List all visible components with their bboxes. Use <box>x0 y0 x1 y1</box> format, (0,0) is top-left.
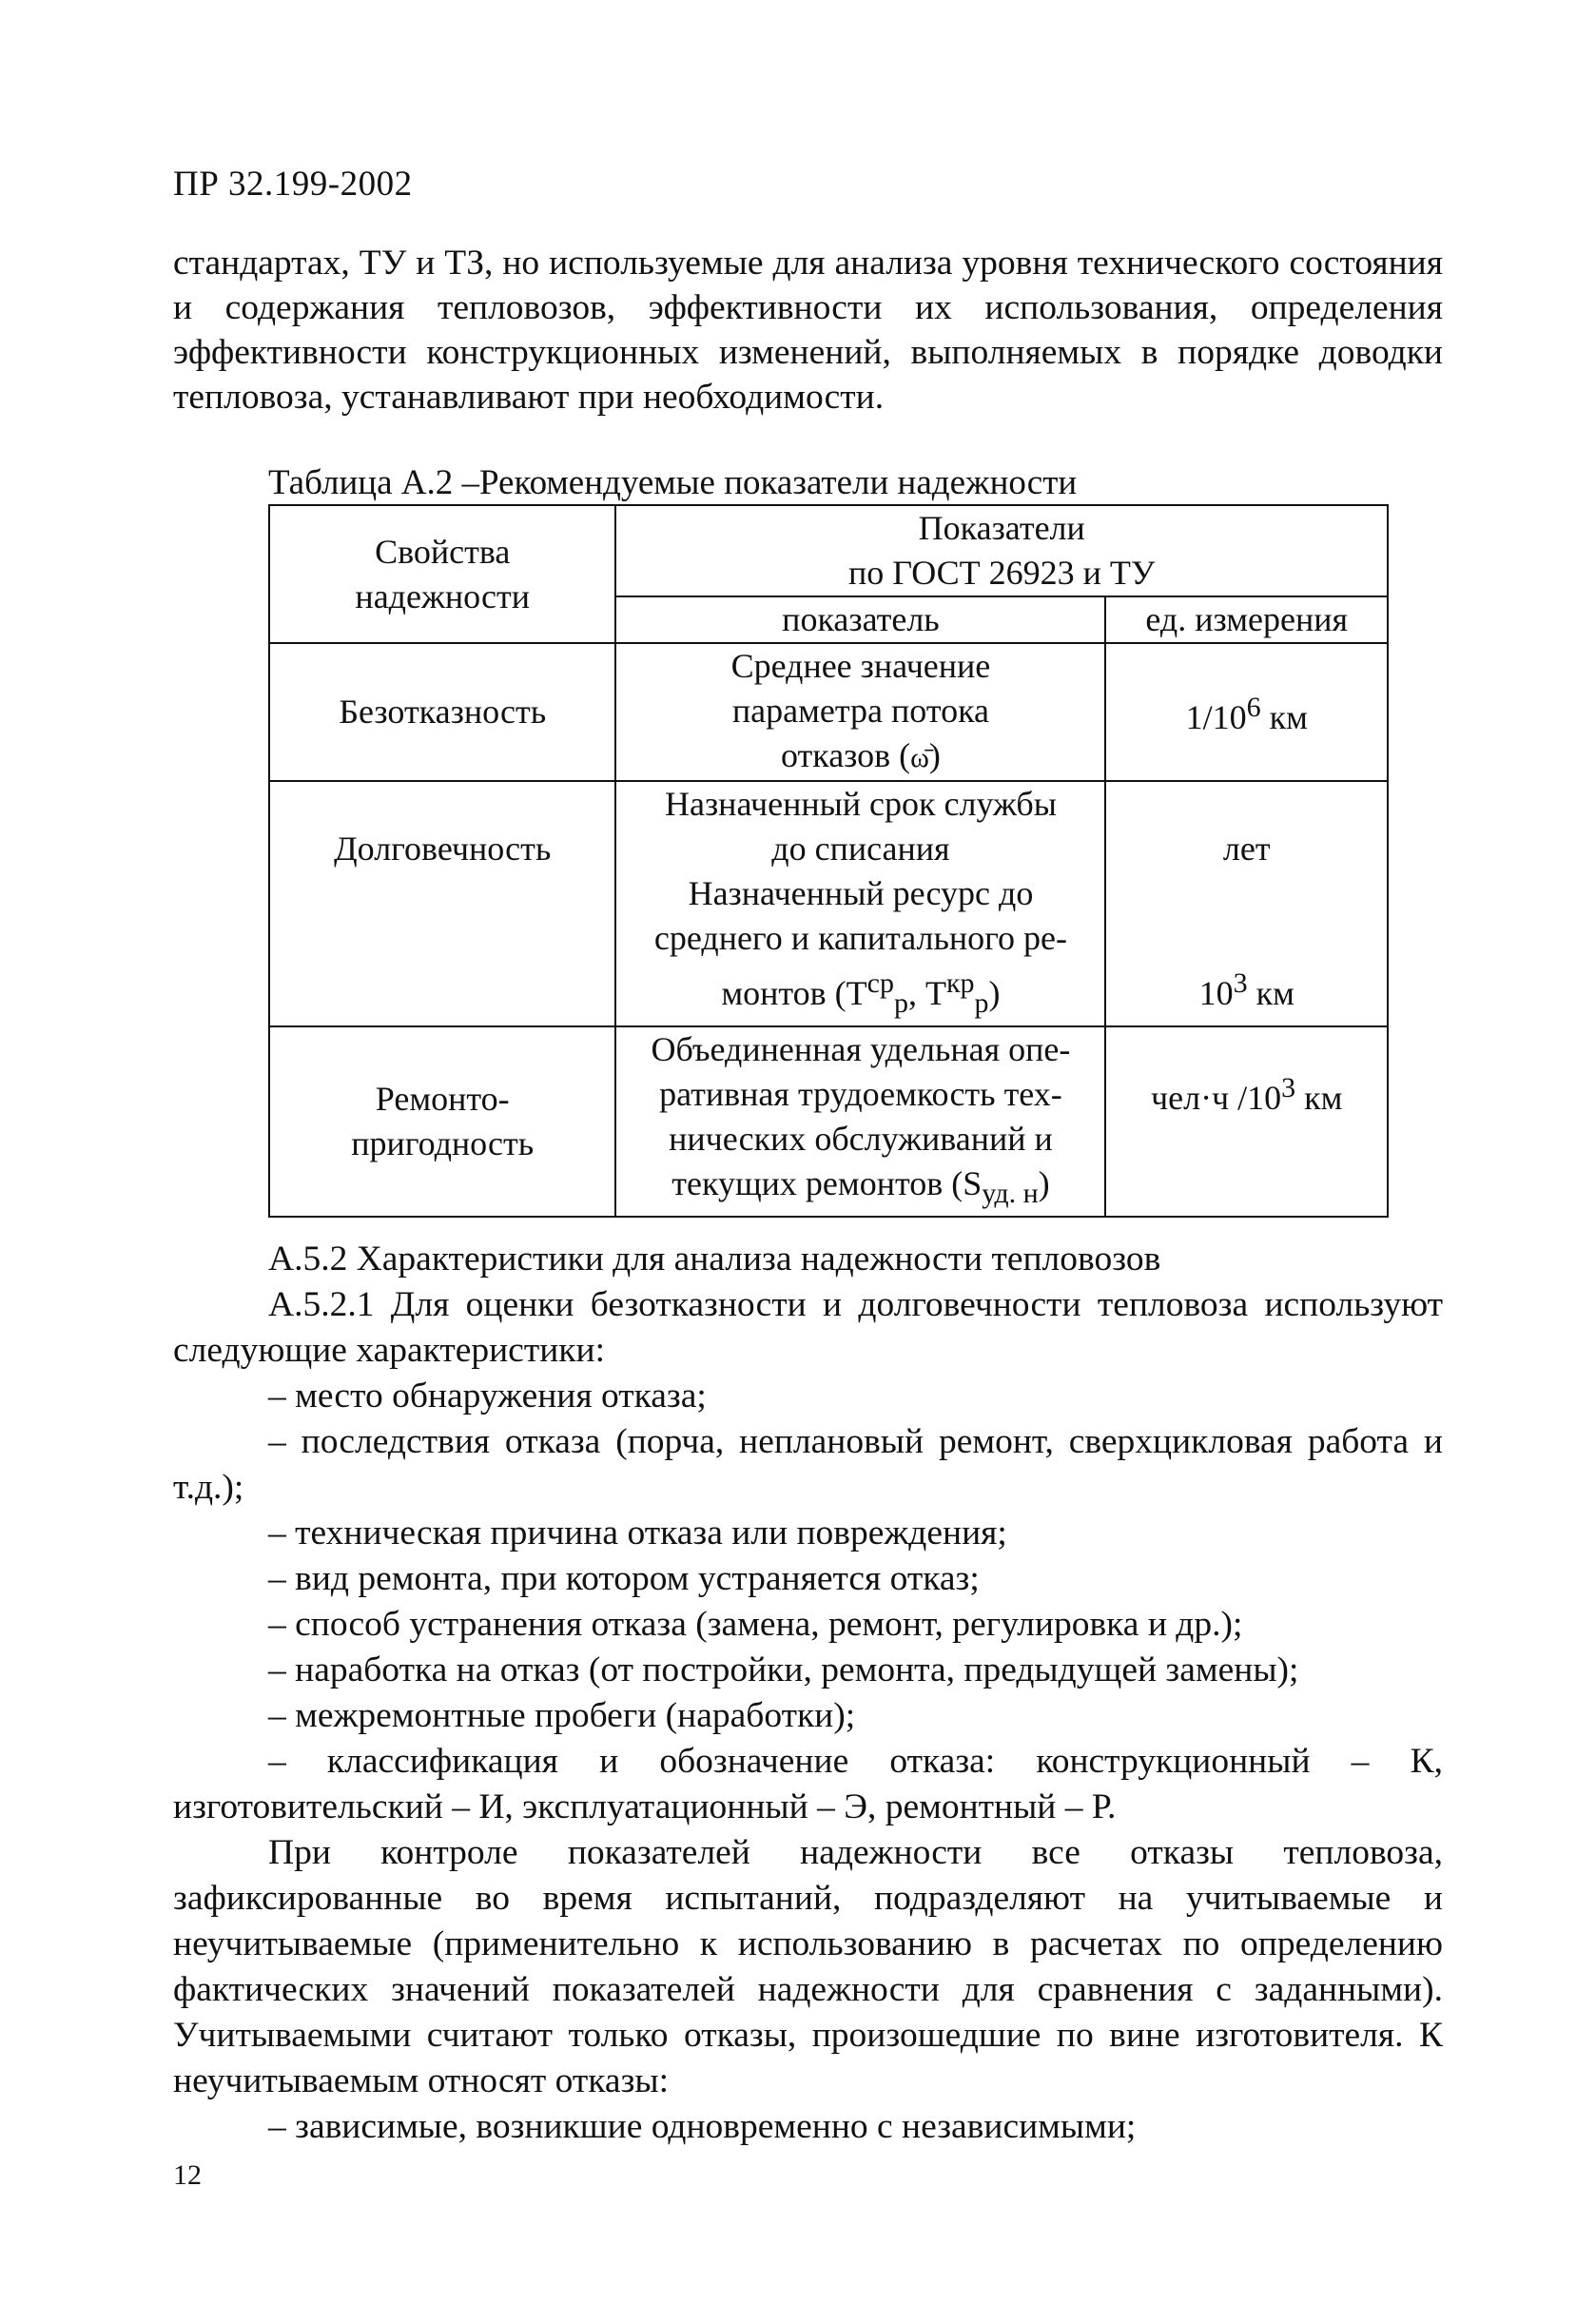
subheader-unit: ед. измерения <box>1105 596 1388 643</box>
section-heading: А.5.2 Характеристики для анализа надежности тепловозов <box>268 1240 1161 1279</box>
indicator-cell: Объединенная удельная опе- ративная трудоемкость тех- нических обслуживаний и текущих ремонтов $(S_{уд. н})$ <box>615 1026 1105 1217</box>
table-row <box>269 781 1388 1026</box>
intro-text: стандартах, ТУ и ТЗ, но используемые для анализа уровня технического состояния и содержания тепловозов, эффективности их использования, определения эффективности конструкционных изменений, выполняемых в порядке доводки тепловоза, устанавливают при необходимости. <box>173 244 1443 417</box>
table-row <box>269 1026 1388 1217</box>
paragraph: А.5.2.1 Для оценки безотказности и долговечности тепловоза используют следующие характеристики: <box>173 1285 1443 1370</box>
list-item: – последствия отказа (порча, неплановый ремонт, сверхцикловая работа и т.д.); <box>173 1422 1443 1507</box>
table-caption: Таблица А.2 –Рекомендуемые показатели надежности <box>268 463 1078 502</box>
unit-cell: $1/10^6$ км <box>1105 643 1388 781</box>
list-item: – зависимые, возникшие одновременно с независимыми; <box>268 2107 1137 2146</box>
omega-bar-symbol: ω̄ <box>910 742 929 773</box>
header-indicators: Показатели по ГОСТ 26923 и ТУ <box>615 505 1388 596</box>
property-cell: Долговечность <box>269 781 615 1026</box>
page-number: 12 <box>173 2159 202 2191</box>
property-cell: Безотказность <box>269 643 615 781</box>
unit-cell: чел·ч $/10^3$ км <box>1105 1026 1388 1217</box>
header-properties: Свойства надежности <box>269 505 615 643</box>
intro-paragraph <box>173 241 1443 420</box>
subheader-indicator: показатель <box>615 596 1105 643</box>
list-item: – техническая причина отказа или повреждения; <box>268 1513 1007 1552</box>
list-item: – способ устранения отказа (замена, ремонт, регулировка и др.); <box>268 1605 1243 1644</box>
list-item: – место обнаружения отказа; <box>268 1377 707 1416</box>
property-cell: Ремонто- пригодность <box>269 1026 615 1217</box>
indicator-cell: Среднее значение параметра потока отказов (ω̄) <box>615 643 1105 781</box>
list-item: – наработка на отказ (от постройки, ремонта, предыдущей замены); <box>268 1650 1299 1689</box>
table-row <box>269 643 1388 781</box>
document-code: ПР 32.199-2002 <box>173 165 413 204</box>
list-item: – классификация и обозначение отказа: конструкционный – К, изготовительский – И, эксплуатационный – Э, ремонтный – Р. <box>173 1742 1443 1826</box>
reliability-indicators-table <box>268 504 1389 1218</box>
main-text <box>173 1237 1443 2150</box>
list-item: – вид ремонта, при котором устраняется отказ; <box>268 1559 980 1598</box>
list-item: – межремонтные пробеги (наработки); <box>268 1696 856 1735</box>
indicator-cell: Назначенный срок службы до списания Назначенный ресурс до среднего и капитального ре- монтов ($T^{ср}_р$, $T^{кр}_р$) <box>615 781 1105 1026</box>
table-header-row <box>269 505 1388 596</box>
paragraph: При контроле показателей надежности все отказы тепловоза, зафиксированные во время испытаний, подразделяют на учитываемые и неучитываемые (применительно к использованию в расчетах по определению фактических значений показателей надежности для сравнения с заданными). Учитываемыми считают только отказы, произошедшие по вине изготовителя. К неучитываемым относят отказы: <box>173 1833 1443 2100</box>
unit-cell: лет $10^3$ км <box>1105 781 1388 1026</box>
